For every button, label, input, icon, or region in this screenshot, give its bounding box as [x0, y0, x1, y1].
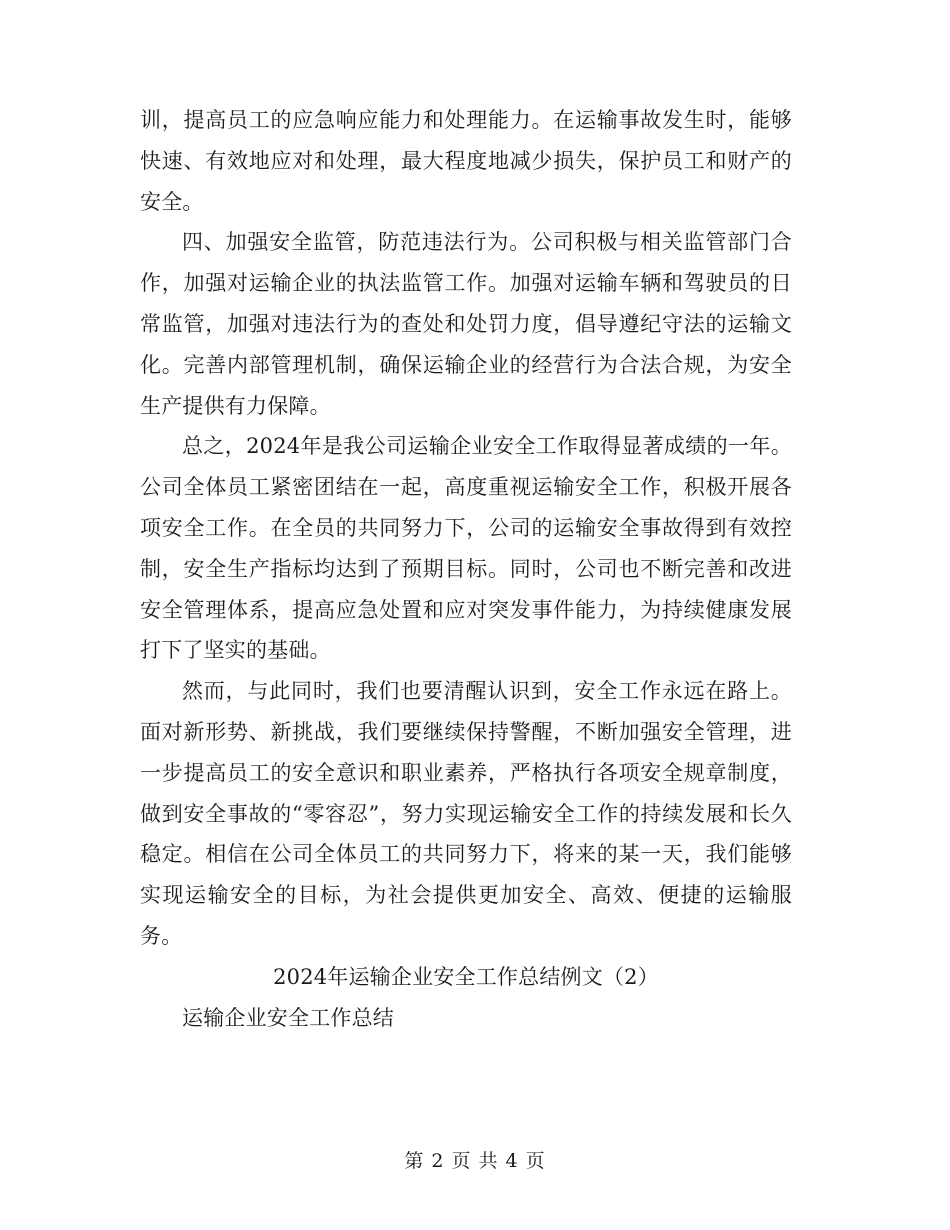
paragraph-continued: 训，提高员工的应急响应能力和处理能力。在运输事故发生时，能够快速、有效地应对和处理，最大程度地减少损失，保护员工和财产的安全。 [140, 108, 792, 214]
paragraph-supervision: 四、加强安全监管，防范违法行为。公司积极与相关监管部门合作，加强对运输企业的执法监管工作。加强对运输车辆和驾驶员的日常监管，加强对违法行为的查处和处罚力度，倡导遵纪守法的运输文化。完善内部管理机制，确保运输企业的经营行为合法合规，为安全生产提供有力保障。 [140, 230, 792, 418]
paragraph-summary: 总之，2024年是我公司运输企业安全工作取得显著成绩的一年。公司全体员工紧密团结在一起，高度重视运输安全工作，积极开展各项安全工作。在全员的共同努力下，公司的运输安全事故得到有效控制，安全生产指标均达到了预期目标。同时，公司也不断完善和改进安全管理体系，提高应急处置和应对突发事件能力，为持续健康发展打下了坚实的基础。 [140, 434, 792, 663]
section-title: 2024年运输企业安全工作总结例文（2） [273, 964, 659, 989]
document-body [140, 100, 792, 1038]
section-subtitle: 运输企业安全工作总结 [182, 1005, 394, 1030]
page-footer [0, 1146, 950, 1173]
page-number-label: 第 2 页 共 4 页 [404, 1150, 546, 1172]
paragraph-outlook: 然而，与此同时，我们也要清醒认识到，安全工作永远在路上。面对新形势、新挑战，我们要继续保持警醒，不断加强安全管理，进一步提高员工的安全意识和职业素养，严格执行各项安全规章制度，做到安全事故的“零容忍”，努力实现运输安全工作的持续发展和长久稳定。相信在公司全体员工的共同努力下，将来的某一天，我们能够实现运输安全的目标，为社会提供更加安全、高效、便捷的运输服务。 [140, 679, 792, 948]
